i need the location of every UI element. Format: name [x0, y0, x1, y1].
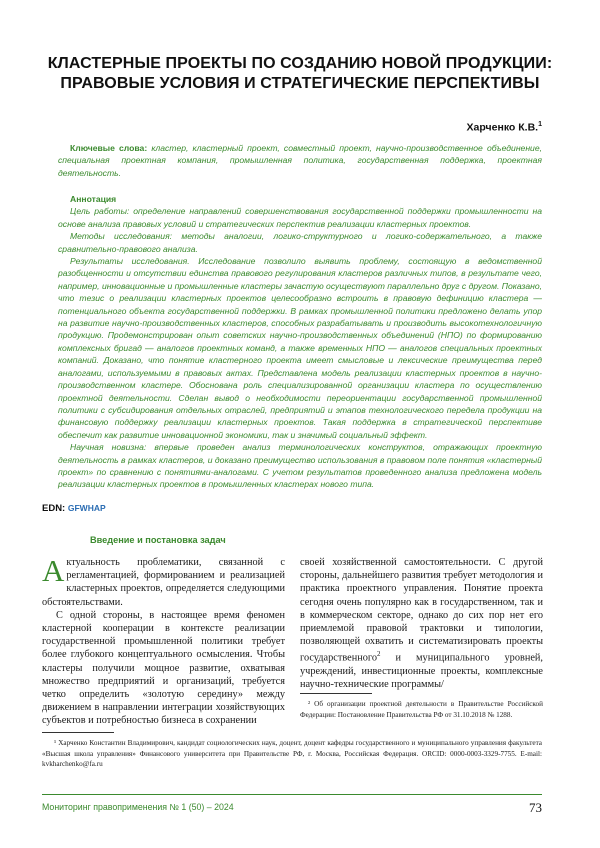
- body-paragraph: своей хозяйственной самостоятельности. С другой стороны, дальнейшего развития требует методология и практика проектного управления. Понятие проекта сегодня очень популярно как в государственном, так и в коммерческом секторе, однако до сих пор нет его приемлемой правовой трактовки и типологии, позволяющей охватить и систематизировать проекты государственного: [300, 557, 543, 664]
- article-title: КЛАСТЕРНЫЕ ПРОЕКТЫ ПО СОЗДАНИЮ НОВОЙ ПРОДУКЦИИ: ПРАВОВЫЕ УСЛОВИЯ И СТРАТЕГИЧЕСКИЕ ПЕРСПЕКТИВЫ: [47, 55, 553, 92]
- body-paragraph-end: и муниципального уровней, учреждений, инвестиционные проекты, комплексные научно-технические программы/: [300, 652, 543, 691]
- footer-divider: [42, 794, 542, 795]
- journal-footer: Мониторинг правоприменения № 1 (50) – 2024: [42, 802, 234, 812]
- body-paragraph: С одной стороны, в настоящее время феномен кластерной кооперации в контексте реализации государственной промышленной политики требует более глубокого концептуального осмысления. Чтобы кластеры получили мощное развитие, охватывая множество предприятий и организаций, требуется четко определить «золотую середину» между движением в направлении интеграции хозяйствующих субъектов и потребностью бизнеса в сохранении: [42, 609, 285, 727]
- abstract-heading: Аннотация: [70, 194, 117, 204]
- edn-identifier: [42, 503, 106, 514]
- body-column-left: [42, 553, 285, 728]
- footnote-2: ² Об организации проектной деятельности в Правительстве Российской Федерации: Постановление Правительства РФ от 31.10.2018 № 1288.: [300, 700, 543, 719]
- keywords-block: [58, 142, 542, 179]
- abstract-paragraph: Результаты исследования. Исследование позволило выявить проблему, состоящую в ведомственной разобщенности и отсутствии единства правового регулирования кластеров различных типов, в результате чего, например, инновационные и промышленные кластеры зачастую осуществуют параллельно друг с другом. Показано, что тезис о реализации кластерных проектов целесообразно встроить в правовую дефиницию кластера — потенциального объекта государственной поддержки. В рамках промышленной политики предложено делать упор на развитие научно-производственных кластеров, способных разрабатывать и производить высокотехнологичную продукцию. Продемонстрирован опыт советских научно-производственных объединений (НПО) по формированию комплексных бригад — аналогов проектных команд, а также временных НПО — аналогов специальных проектных компаний. Доказано, что понятие кластерного проекта имеет смысловые и лексические преимущества перед аналогами, используемыми в правовых актах. Представлена модель реализации кластерных проектов в научно-производственном кластере. Обоснована роль специализированной организации кластера по осуществлению проектной деятельности. Сделан вывод о необходимости переориентации государственной промышленной политики с субсидирования отдельных отраслей, предприятий и этапов технологического передела продукции на финансовую поддержку реализации кластерных проектов. Такая поддержка в стратегической перспективе обеспечит как развитие инновационной экономики, так и значимый социальный эффект.: [58, 256, 542, 440]
- body-column-right: [300, 556, 543, 691]
- edn-link[interactable]: GFWHAP: [67, 503, 106, 513]
- abstract-block: [58, 193, 542, 491]
- footnote-divider: [42, 732, 114, 733]
- drop-cap: А: [42, 553, 65, 588]
- author-footnote-ref[interactable]: 1: [538, 121, 542, 128]
- footnote-ref[interactable]: 2: [377, 650, 381, 659]
- abstract-paragraph: Научная новизна: впервые проведен анализ терминологических конструктов, отражающих проектную деятельность в рамках кластеров, и доказано преимущество использования в правовом поле понятия «кластерный проект» по сравнению с понятиями-аналогами. С учетом результатов проведенного анализа предложена модель реализации кластерных проектов в промышленных кластерах нового типа.: [58, 442, 542, 490]
- author-name: [467, 121, 542, 134]
- page-number: 73: [529, 800, 542, 815]
- keywords-label: Ключевые слова:: [70, 143, 148, 153]
- keywords-text: кластер, кластерный проект, совместный проект, научно-производственное объединение, специальная проектная компания, промышленная политика, государственная поддержка, проектная деятельность.: [58, 143, 543, 178]
- edn-label: EDN:: [42, 503, 66, 514]
- body-paragraph: ктуальность проблематики, связанной с регламентацией, формированием и реализацией кластерных проектов, определяется следующими обстоятельствами.: [42, 557, 285, 608]
- footnote-divider: [300, 693, 372, 694]
- abstract-paragraph: Методы исследования: методы аналогии, логико-структурного и логико-содержательного, а также сравнительно-правового анализа.: [58, 231, 542, 254]
- footnote-1: ¹ Харченко Константин Владимирович, кандидат социологических наук, доцент, доцент кафедры государственного и муниципального управления факультета «Высшая школа управления» Финансового университета при Правительстве РФ, г. Москва, Российская Федерация. ORCID: 0000-0003-3329-7755. E-mail: kvkharchenko@fa.ru: [42, 739, 542, 768]
- author-text: Харченко К.В.: [466, 121, 539, 134]
- abstract-paragraph: Цель работы: определение направлений совершенствования государственной поддержки промышленности на основе анализа правовых условий и стратегических перспектив реализации кластерных проектов.: [58, 206, 542, 229]
- section-heading: Введение и постановка задач: [90, 535, 226, 545]
